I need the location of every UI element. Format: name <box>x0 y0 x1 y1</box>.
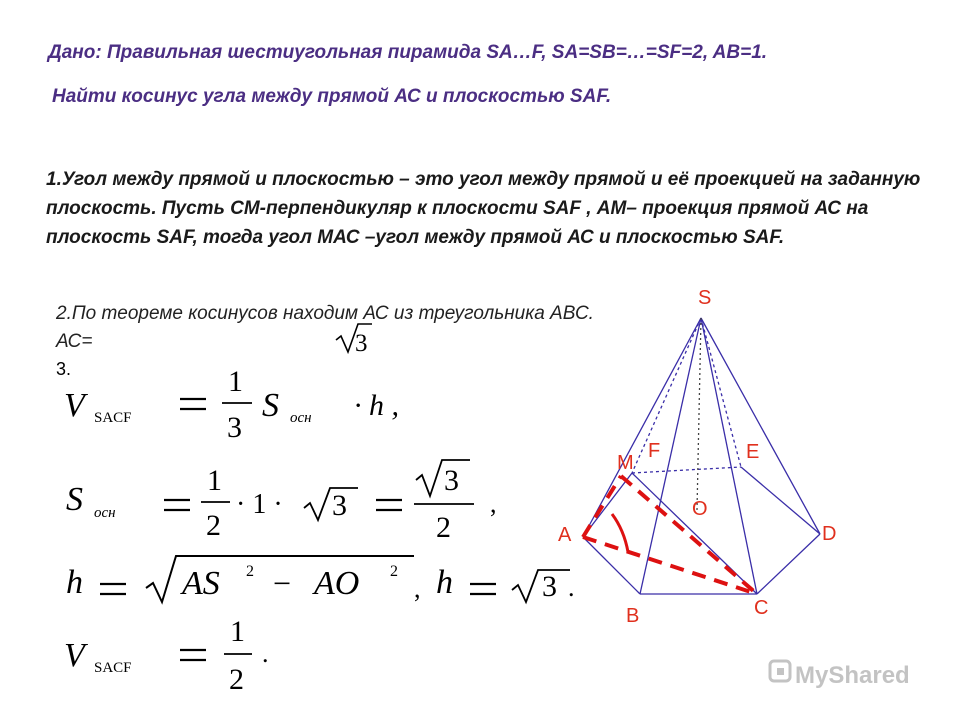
find-statement: Найти косинус угла между прямой АС и плоскостью SAF. <box>52 86 612 107</box>
fraction-numerator: 1 <box>228 365 243 398</box>
result-denominator-2: 2 <box>229 663 244 696</box>
volume-formula <box>64 365 399 444</box>
volume-subscript: SACF <box>94 410 132 426</box>
fraction-denominator: 3 <box>227 411 242 444</box>
label-o: O <box>692 498 708 520</box>
svg-text:,: , <box>414 574 421 603</box>
watermark <box>770 661 910 689</box>
base-area-formula <box>66 460 497 544</box>
svg-text:.: . <box>262 639 269 668</box>
given-statement: Дано: Правильная шестиугольная пирамида SA…F, SA=SB=…=SF=2, AB=1. <box>48 42 768 63</box>
ao-term: AO <box>314 565 360 602</box>
as-term: AS <box>182 565 220 602</box>
volume-symbol-2: V <box>64 637 85 674</box>
angle-construction <box>583 476 757 594</box>
height-sqrt3: 3 <box>542 570 557 603</box>
result-denominator: 2 <box>436 511 451 544</box>
label-m: M <box>617 452 634 474</box>
label-d: D <box>822 523 837 545</box>
label-c: C <box>754 597 769 619</box>
label-f: F <box>648 440 661 462</box>
times-height: · h , <box>354 389 399 422</box>
height-formula <box>66 556 575 603</box>
label-e: E <box>746 441 760 463</box>
half-denominator: 2 <box>206 509 221 542</box>
result-sqrt3: 3 <box>444 464 459 497</box>
volume-subscript-2: SACF <box>94 660 132 676</box>
label-a: A <box>558 524 572 546</box>
ac-sqrt3-value <box>336 324 372 357</box>
half-numerator: 1 <box>207 464 222 497</box>
minus-sign: − <box>273 565 292 601</box>
area-subscript: осн <box>290 410 312 426</box>
step-2-explanation: 2.По теореме косинусов находим АС из треугольника АВС. АС= <box>56 303 594 352</box>
svg-text:.: . <box>568 573 575 602</box>
area-symbol: S <box>262 387 279 424</box>
ac-sqrt3-number: 3 <box>355 330 368 357</box>
ao-exponent: 2 <box>390 563 398 580</box>
height-symbol-2: h <box>436 564 453 601</box>
as-exponent: 2 <box>246 563 254 580</box>
times-one: · 1 · <box>236 489 283 520</box>
step-1-explanation: 1.Угол между прямой и плоскостью – это угол между прямой и её проекцией на заданную плоскость. Пусть СМ-перпендикуляр к плоскости SAF , АМ– проекция прямой АС на плоскость SAF, тогда угол МАС –угол между прямой АС и плоскостью SAF. <box>46 169 921 248</box>
label-s: S <box>698 287 712 309</box>
step-2-tail: 3. <box>56 359 72 379</box>
svg-text:,: , <box>490 489 497 518</box>
area-subscript-2: осн <box>94 505 116 521</box>
label-b: B <box>626 605 640 627</box>
height-symbol: h <box>66 564 83 601</box>
volume-symbol: V <box>64 387 85 424</box>
result-numerator: 1 <box>230 615 245 648</box>
watermark-text: MyShared <box>795 662 910 689</box>
volume-result-formula <box>64 615 269 696</box>
area-symbol-2: S <box>66 481 83 518</box>
sqrt3-number: 3 <box>332 489 347 522</box>
